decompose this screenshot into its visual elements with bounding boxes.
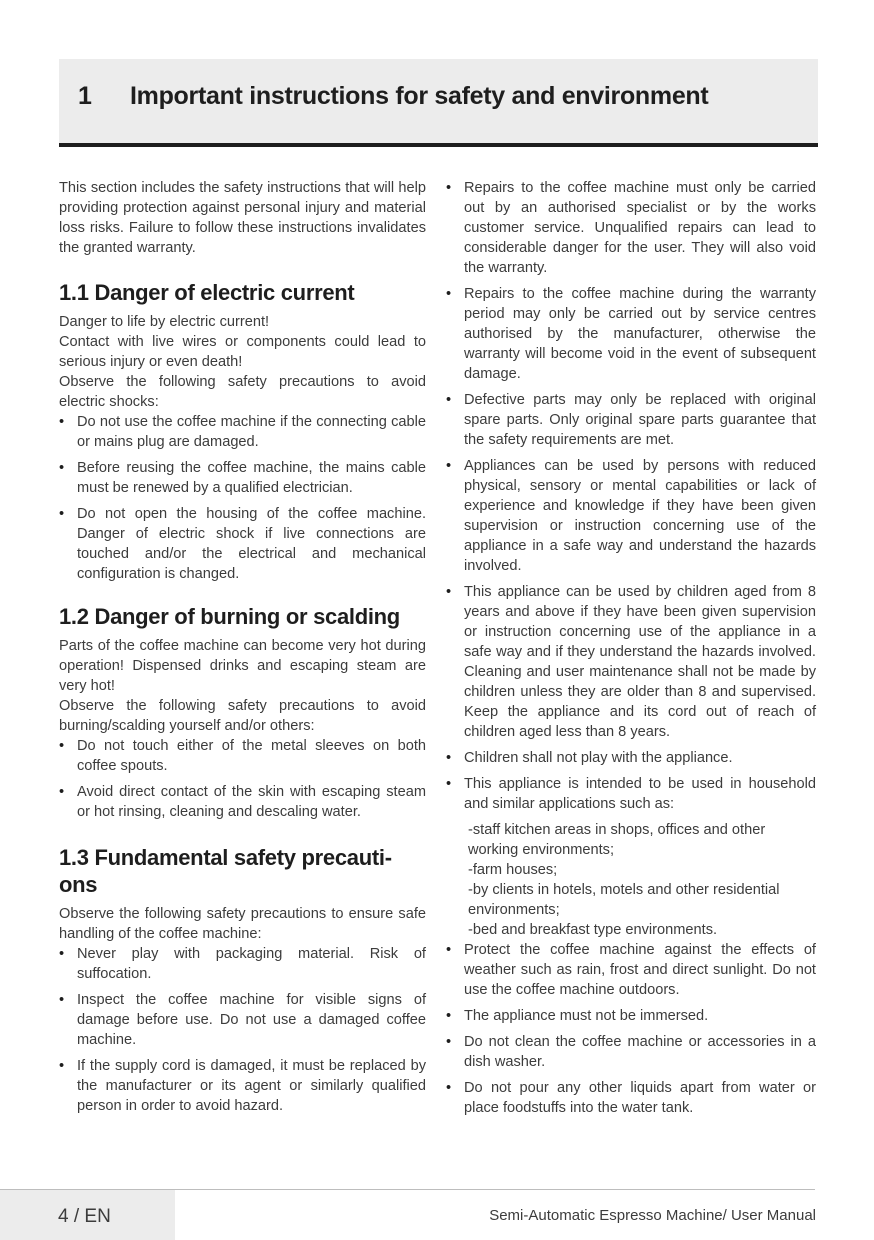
list-item: • Defective parts may only be replaced with original spare parts. Only original spare parts guarantee that the safety requirements are met. [446,392,816,448]
section-heading-1-3: 1.3 Fundamental safety precauti- ons [59,845,392,897]
bullet-icon: • [446,942,452,958]
page-number: 4 / EN [58,1206,111,1227]
bullet-icon: • [446,458,452,474]
bullet-icon: • [59,1058,65,1074]
paragraph: Observe the following safety precautions to ensure safe handling of the coffee machine: [59,906,426,942]
bullet-icon: • [59,460,65,476]
list-item: • The appliance must not be immersed. [446,1008,709,1024]
list-item: • Never play with packaging material. Risk of suffocation. [59,946,426,982]
intro-paragraph: This section includes the safety instructions that will help providing protection against personal injury and material loss risks. Failure to follow these instructions invalidates the granted warranty. [59,180,426,256]
bullet-list [59,412,426,584]
sub-list [446,820,816,940]
list-item: • This appliance can be used by children aged from 8 years and above if they have been given supervision or instruction concerning use of the appliance in a safe way and if they understand the hazards involved. Cleaning and user maintenance shall not be made by children unless they are older than 8 and supervised. Keep the appliance and its cord out of reach of children aged less than 8 years. [446,584,816,740]
list-item: • Avoid direct contact of the skin with escaping steam or hot rinsing, cleaning and descaling water. [59,784,426,820]
bullet-icon: • [446,1080,452,1096]
bullet-icon: • [59,784,65,800]
paragraph: Observe the following safety precautions to avoid burning/scalding yourself and/or others: [59,698,426,734]
sub-item: -farm houses; [468,862,558,878]
bullet-icon: • [446,1008,452,1024]
sub-item: -staff kitchen areas in shops, offices and other working environments; [468,822,766,858]
list-item: • Do not open the housing of the coffee machine. Danger of electric shock if live connections are touched and/or the electrical and mechanical configuration is changed. [59,506,426,582]
bullet-icon: • [446,286,452,302]
bullet-list [446,940,816,1118]
list-item: • Repairs to the coffee machine must only be carried out by an authorised specialist or by the works customer service. Unqualified repairs can lead to considerable danger for the user. They will also void the warranty. [446,180,816,276]
list-item: • This appliance is intended to be used in household and similar applications such as: [446,776,816,812]
bullet-icon: • [446,180,452,196]
right-column [446,178,816,1124]
list-item: • Appliances can be used by persons with reduced physical, sensory or mental capabilities or lack of experience and knowledge if they have been given supervision or instruction concerning use of the appliance in a safe way and understand the hazards involved. [446,458,816,574]
bullet-list [59,736,426,822]
list-item: • Inspect the coffee machine for visible signs of damage before use. Do not use a damaged coffee machine. [59,992,426,1048]
list-item: • Do not pour any other liquids apart from water or place foodstuffs into the water tank. [446,1080,816,1116]
sub-item: -bed and breakfast type environments. [468,922,718,938]
bullet-icon: • [59,946,65,962]
list-item: • Children shall not play with the appliance. [446,750,733,766]
list-item: • If the supply cord is damaged, it must be replaced by the manufacturer or its agent or similarly qualified person in order to avoid hazard. [59,1058,426,1114]
sub-item: -by clients in hotels, motels and other residential environments; [468,882,780,918]
bullet-icon: • [446,392,452,408]
bullet-icon: • [446,776,452,792]
bullet-icon: • [446,750,452,766]
bullet-icon: • [59,738,65,754]
left-column [59,178,426,1122]
paragraph: Parts of the coffee machine can become very hot during operation! Dispensed drinks and escaping steam are very hot! [59,638,426,694]
list-item: • Do not use the coffee machine if the connecting cable or mains plug are damaged. [59,414,426,450]
bullet-icon: • [59,506,65,522]
header-rule [59,143,818,147]
paragraph: Danger to life by electric current! [59,314,270,330]
paragraph: Observe the following safety precautions to avoid electric shocks: [59,374,426,410]
chapter-number: 1 [78,82,92,110]
paragraph: Contact with live wires or components could lead to serious injury or even death! [59,334,426,370]
section-heading-1-2: 1.2 Danger of burning or scalding [59,604,400,629]
bullet-icon: • [446,1034,452,1050]
list-item: • Do not touch either of the metal sleeves on both coffee spouts. [59,738,426,774]
list-item: • Before reusing the coffee machine, the mains cable must be renewed by a qualified electrician. [59,460,426,496]
bullet-icon: • [59,414,65,430]
list-item: • Do not clean the coffee machine or accessories in a dish washer. [446,1034,816,1070]
chapter-title: Important instructions for safety and environment [130,82,709,110]
list-item: • Protect the coffee machine against the effects of weather such as rain, frost and direct sunlight. Do not use the coffee machine outdoors. [446,942,816,998]
bullet-icon: • [59,992,65,1008]
manual-title: Semi-Automatic Espresso Machine/ User Manual [489,1207,816,1224]
bullet-icon: • [446,584,452,600]
section-heading-1-1: 1.1 Danger of electric current [59,280,355,305]
list-item: • Repairs to the coffee machine during the warranty period may only be carried out by service centres authorised by the manufacturer, otherwise the warranty will become void in the event of subsequent damage. [446,286,816,382]
bullet-list [59,944,426,1116]
bullet-list [446,178,816,814]
